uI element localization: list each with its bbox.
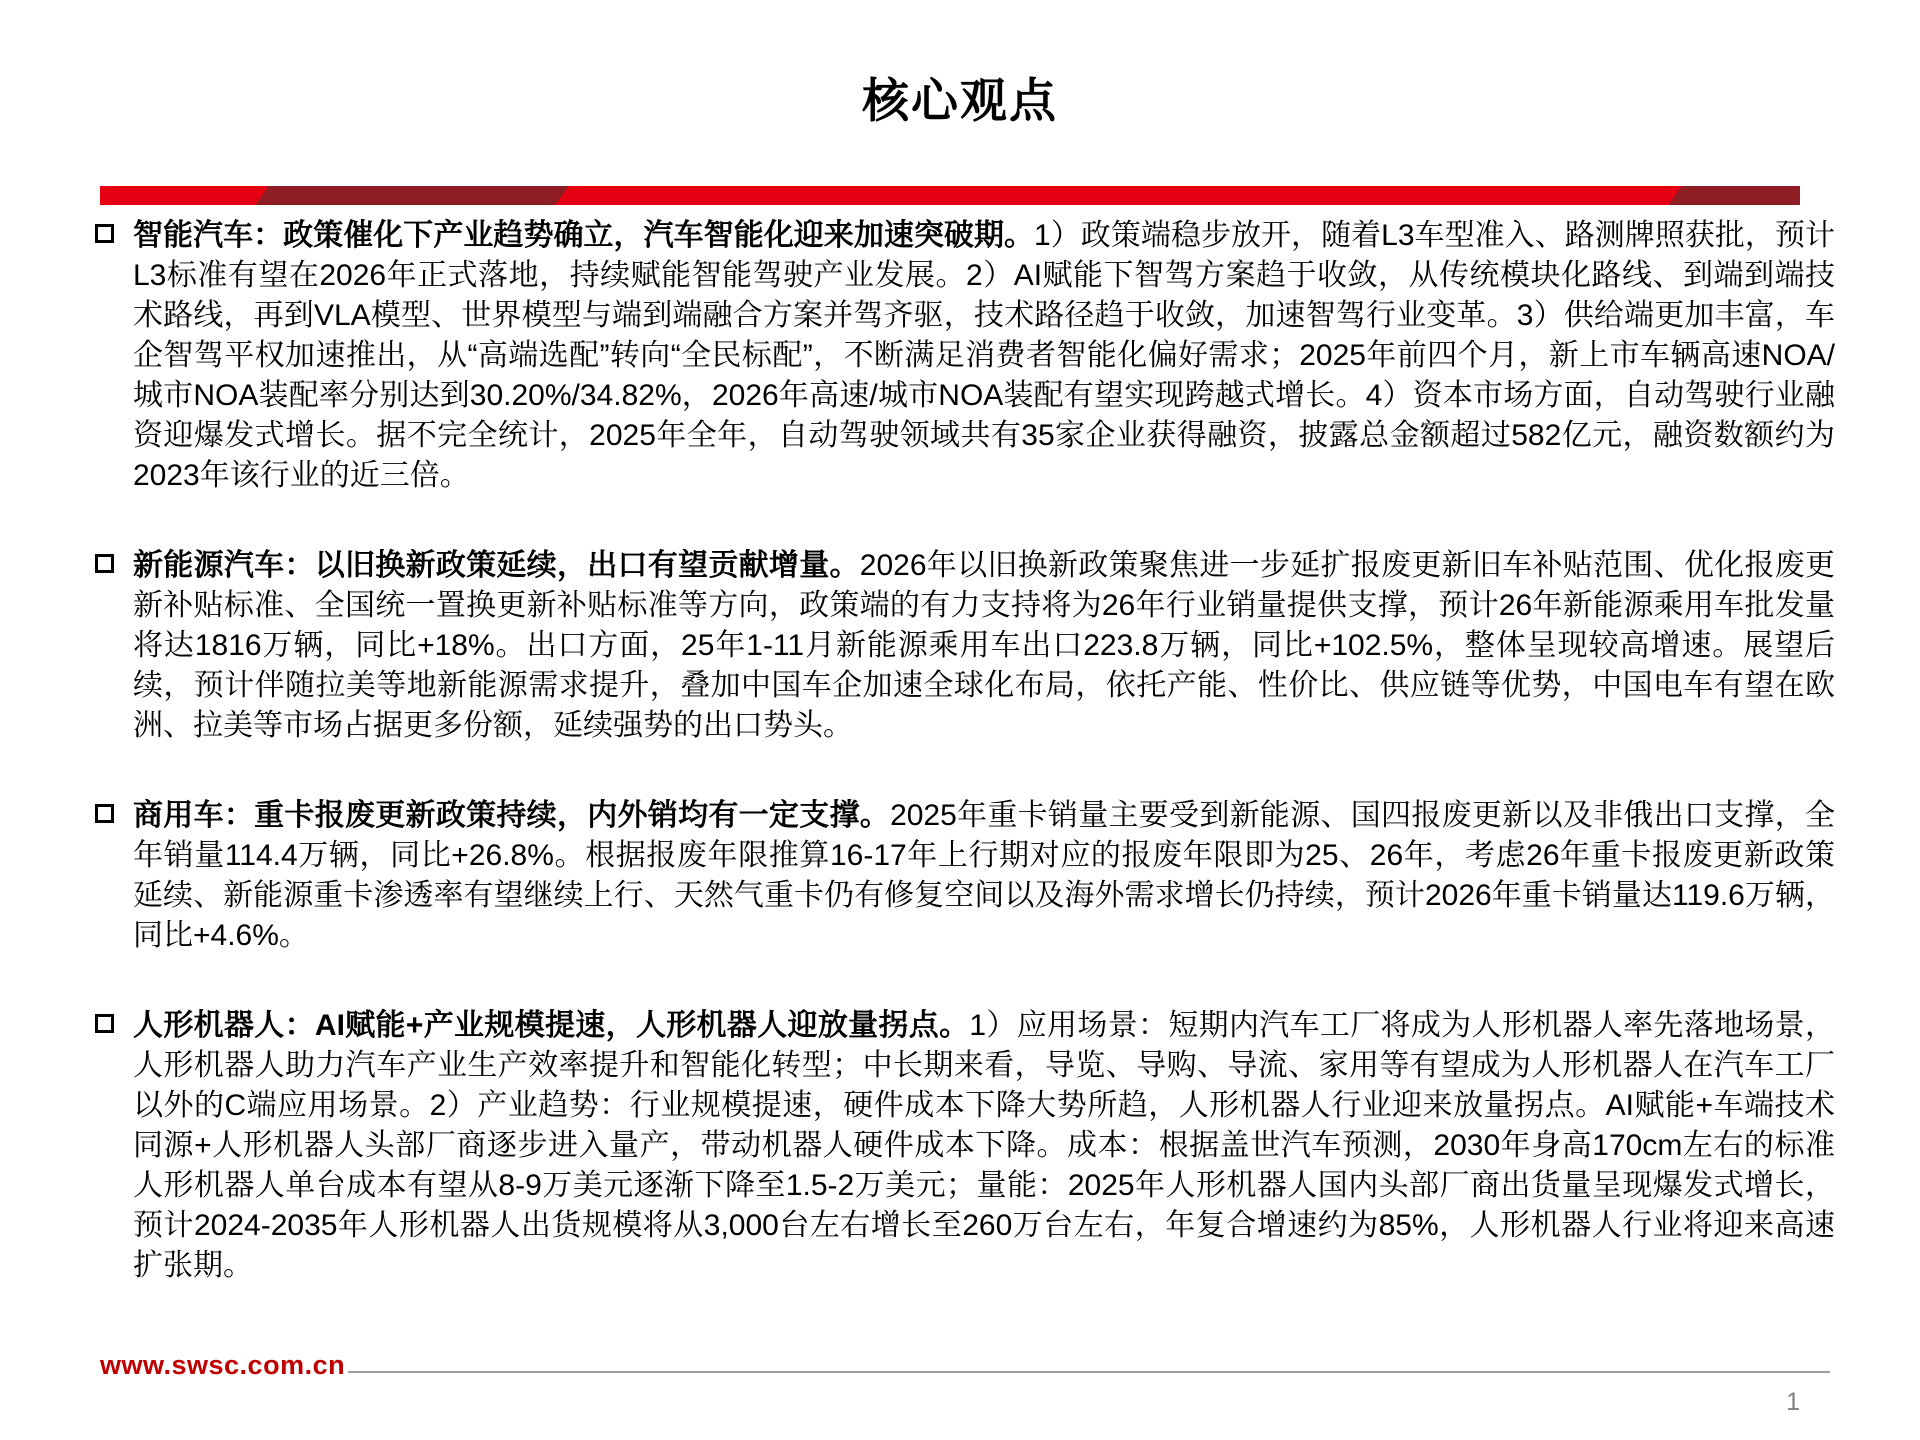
bullet-text (133, 546, 1835, 746)
bullet-body: 2026年以旧换新政策聚焦进一步延扩报废更新旧车补贴范围、优化报废更新补贴标准、全国统一置换更新补贴标准等方向，政策端的有力支持将为26年行业销量提供支撑，预计26年新能源乘用车批发量将达1816万辆，同比+18%。出口方面，25年1-11月新能源乘用车出口223.8万辆，同比+102.5%，整体呈现较高增速。展望后续，预计伴随拉美等地新能源需求提升，叠加中国车企加速全球化布局，依托产能、性价比、供应链等优势，中国电车有望在欧洲、拉美等市场占据更多份额，延续强势的出口势头。 (133, 549, 1835, 742)
page-title: 核心观点 (862, 74, 1058, 127)
list-item (95, 796, 1835, 956)
bullet-lead: 商用车：重卡报废更新政策持续，内外销均有一定支撑。 (133, 799, 891, 832)
bullet-body: 1）应用场景：短期内汽车工厂将成为人形机器人率先落地场景，人形机器人助力汽车产业生产效率提升和智能化转型；中长期来看，导览、导购、导流、家用等有望成为人形机器人在汽车工厂以外的C端应用场景。2）产业趋势：行业规模提速，硬件成本下降大势所趋，人形机器人行业迎来放量拐点。AI赋能+车端技术同源+人形机器人头部厂商逐步进入量产，带动机器人硬件成本下降。成本：根据盖世汽车预测，2030年身高170cm左右的标准人形机器人单台成本有望从8-9万美元逐渐下降至1.5-2万美元；量能：2025年人形机器人国内头部厂商出货量呈现爆发式增长，预计2024-2035年人形机器人出货规模将从3,000台左右增长至260万台左右，年复合增速约为85%，人形机器人行业将迎来高速扩张期。 (133, 1009, 1835, 1282)
bullet-body: 2025年重卡销量主要受到新能源、国四报废更新以及非俄出口支撑，全年销量114.4万辆，同比+26.8%。根据报废年限推算16-17年上行期对应的报废年限即为25、26年，考虑26年重卡报废更新政策延续、新能源重卡渗透率有望继续上行、天然气重卡仍有修复空间以及海外需求增长仍持续，预计2026年重卡销量达119.6万辆，同比+4.6%。 (133, 799, 1835, 952)
footer-divider (348, 1371, 1830, 1373)
bullet-lead: 新能源汽车：以旧换新政策延续，出口有望贡献增量。 (133, 549, 860, 582)
page-number: 1 (1786, 1388, 1800, 1416)
accent-bar-dark-segment-right (1668, 186, 1800, 205)
bullet-text (133, 1006, 1835, 1286)
accent-bar (100, 186, 1800, 205)
bullet-lead: 智能汽车：政策催化下产业趋势确立，汽车智能化迎来加速突破期。 (133, 219, 1035, 252)
list-item (95, 546, 1835, 746)
bullet-lead: 人形机器人：AI赋能+产业规模提速，人形机器人迎放量拐点。 (133, 1009, 970, 1042)
bullet-text (133, 216, 1835, 496)
square-bullet-icon (95, 224, 114, 243)
accent-bar-dark-segment-left (255, 186, 568, 205)
key-points-list (95, 216, 1835, 1336)
bullet-text (133, 796, 1835, 956)
square-bullet-icon (95, 1014, 114, 1033)
bullet-body: 1）政策端稳步放开，随着L3车型准入、路测牌照获批，预计L3标准有望在2026年正式落地，持续赋能智能驾驶产业发展。2）AI赋能下智驾方案趋于收敛，从传统模块化路线、到端到端技术路线，再到VLA模型、世界模型与端到端融合方案并驾齐驱，技术路径趋于收敛，加速智驾行业变革。3）供给端更加丰富，车企智驾平权加速推出，从“高端选配”转向“全民标配”，不断满足消费者智能化偏好需求；2025年前四个月，新上市车辆高速NOA/城市NOA装配率分别达到30.20%/34.82%，2026年高速/城市NOA装配有望实现跨越式增长。4）资本市场方面，自动驾驶行业融资迎爆发式增长。据不完全统计，2025年全年，自动驾驶领域共有35家企业获得融资，披露总金额超过582亿元，融资数额约为2023年该行业的近三倍。 (133, 219, 1835, 492)
square-bullet-icon (95, 804, 114, 823)
footer-website-link[interactable]: www.swsc.com.cn (100, 1350, 346, 1380)
list-item (95, 1006, 1835, 1286)
square-bullet-icon (95, 554, 114, 573)
list-item (95, 216, 1835, 496)
